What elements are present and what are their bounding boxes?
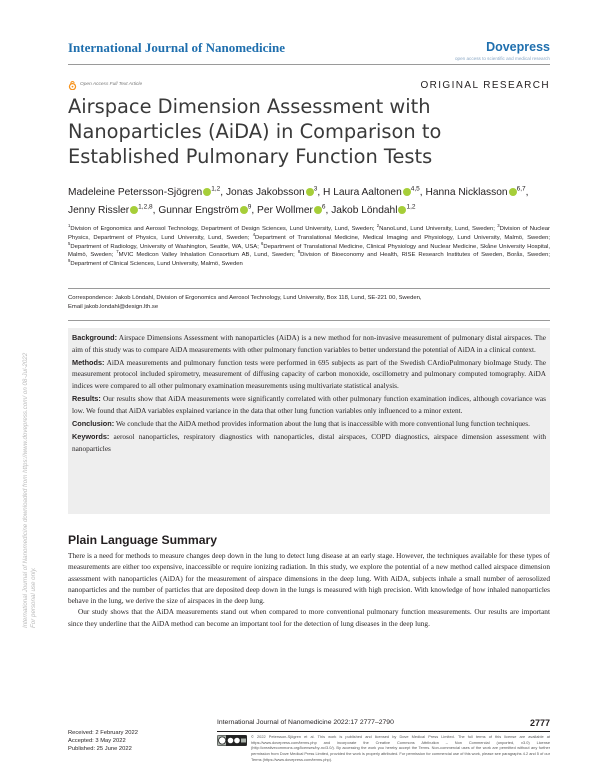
affiliation-number: 3: [497, 223, 500, 229]
correspondence-rule: [68, 320, 550, 321]
received-date: Received: 2 February 2022: [68, 730, 138, 736]
article-type: ORIGINAL RESEARCH: [420, 80, 550, 91]
author-name: Hanna Nicklasson: [425, 187, 508, 198]
accepted-date: Accepted: 3 May 2022: [68, 737, 126, 744]
affiliation-number: 4: [252, 231, 256, 237]
affiliation: Division of Bioeconomy and Health, RISE Research Institutes of Sweden, Borås, Sweden;: [300, 252, 551, 259]
title-line: Nanoparticles (AiDA) in Comparison to: [68, 120, 442, 143]
affiliations: [68, 225, 550, 269]
author-name: Jenny Rissler: [68, 204, 130, 216]
separator: ,: [251, 204, 255, 216]
orcid-icon[interactable]: [130, 206, 138, 214]
affiliation-ref: 6,7: [516, 185, 526, 193]
open-access-icon: [68, 81, 77, 90]
author: [226, 187, 320, 198]
separator: ,: [152, 204, 156, 216]
abstract-background: [72, 332, 546, 355]
abstract-text: aerosol nanoparticles, respiratory diagnostics with nanoparticles, distal airspaces, COPD diagnostics, airspace dimension assessment with nanoparticles: [72, 432, 546, 453]
license-text: © 2022 Petersson-Sjögren et al. This work is published and licensed by Dove Medical Press Limited. The full terms of this license are available at https://www.dovepress.com/terms.php and incorporate the Creative Commons Attribution – Non Commercial (unported, v3.0) License (http://creativecommons.org/licenses/by-nc/3.0/). By accessing the work you hereby accept the Terms. Non-commercial uses of the work are permitted without any further permission from Dove Medical Press Limited, provided the work is properly attributed. For permission for commercial use of this work, please see paragraphs 4.2 and 5 of our Terms (https://www.dovepress.com/terms.php).: [251, 734, 550, 762]
publisher-logo[interactable]: Dovepress: [486, 40, 550, 54]
author: [158, 205, 254, 216]
affiliation-number: 8: [297, 249, 301, 255]
affiliation-number: 5: [68, 240, 71, 246]
open-access-label: Open Access Full Text Article: [80, 82, 143, 87]
orcid-icon[interactable]: [403, 188, 411, 196]
header-rule: [68, 64, 550, 65]
correspondence: [68, 294, 550, 312]
affiliation: Division of Nuclear Physics, Department of Physics, Lund University, Lund, Sweden;: [68, 226, 551, 241]
abstract-conclusion: [72, 418, 546, 430]
abstract-label: Results:: [72, 394, 101, 404]
affiliation: MVIC Medicon Valley Inhalation Consortium AB, Lund, Sweden;: [118, 252, 295, 259]
abstract-text: AiDA measurements and pulmonary function tests were performed in 695 subjects as part of the Swedish CArdioPulmonary bioImage Study. The measurement protocol included spirometry, measurement of diffusing capacity of carbon monoxide, oscillometry and pulmonary computed tomography. AiDA indices were compared to all other pulmonary examination measurements using multivariate statistical analysis.: [72, 357, 546, 390]
affiliation-number: 6: [261, 240, 264, 246]
author-name: H Laura Aaltonen: [323, 187, 402, 198]
abstract-text: Our results show that AiDA measurements were significantly correlated with other pulmonary function examination indices, although covariance was low. We found that AiDA variables explained variance in the data that other lung function variables only influenced to a minor extent.: [72, 394, 546, 415]
affiliation-ref: 4,5: [410, 185, 420, 193]
correspondence-email[interactable]: Email jakob.londahl@design.lth.se: [68, 303, 159, 310]
author: [425, 187, 528, 198]
paragraph: There is a need for methods to measure changes deep down in the lung to detect lung disease at an early stage. However, the techniques available for these types of measurements are either too expensive, inaccessible or require ionizing radiation. In this study, we explore the potential of a new method called airspace dimension assessment with nanoparticles (AiDA) for the measurement of airspace dimensions in the deep lung. With AiDA, subjects inhale a small number of aerosolized nanoparticles and the number of particles that are deposited deep down in the lungs is measured with high precision. With knowledge of how inhaled nanoparticles behave in the lung, we derive the size of airspaces in the deep lung.: [68, 551, 550, 606]
affiliation-ref: 9: [247, 203, 252, 211]
orcid-icon[interactable]: [240, 206, 248, 214]
author-name: Jonas Jakobsson: [225, 187, 305, 198]
download-note-line: For personal use only.: [30, 567, 37, 628]
affiliation: Department of Radiology, University of Washington, Seattle, WA, USA;: [70, 243, 259, 250]
affiliation: Department of Translational Medicine, Clinical Physiology and Nuclear Medicine, Skåne University Hospital, Malmö, Sweden;: [68, 243, 550, 259]
orcid-icon[interactable]: [306, 188, 314, 196]
journal-name[interactable]: International Journal of Nanomedicine: [68, 40, 286, 55]
footer-rule: [217, 731, 550, 732]
author-name: Jakob Löndahl: [331, 204, 398, 216]
author: [323, 187, 423, 198]
affiliation-rule: [68, 288, 550, 289]
published-date: Published: 25 June 2022: [68, 745, 132, 752]
author-name: Per Wollmer: [257, 204, 313, 216]
abstract-results: [72, 393, 546, 416]
orcid-icon[interactable]: [509, 188, 517, 196]
affiliation-number: 1: [68, 223, 71, 229]
affiliation: Department of Translational Medicine, Medical Imaging and Physiology, Lund University, Malmö, Sweden;: [255, 234, 551, 241]
separator: ,: [220, 187, 224, 198]
download-note: [22, 168, 38, 628]
footer-citation[interactable]: International Journal of Nanomedicine 2022:17 2777–2790: [217, 719, 394, 726]
abstract-label: Conclusion:: [72, 418, 115, 428]
title-line: Established Pulmonary Function Tests: [68, 145, 433, 168]
affiliation-ref: 3: [313, 185, 318, 193]
abstract-label: Keywords:: [72, 432, 110, 442]
affiliation-number: 7: [116, 249, 119, 255]
affiliation-ref: 1,2,8: [138, 203, 153, 211]
affiliation: NanoLund, Lund University, Lund, Sweden;: [379, 226, 495, 232]
paragraph: Our study shows that the AiDA measurements stand out when compared to more conventional pulmonary function measurements. Our results are important since they underline that the AiDA method can become an important tool for the detection of lung diseases in the deep lung.: [68, 607, 550, 628]
page-number: 2777: [529, 718, 550, 728]
author-list: [68, 184, 550, 219]
author: [257, 205, 328, 216]
creative-commons-badge-icon[interactable]: [217, 735, 247, 746]
affiliation-ref: 6: [321, 203, 326, 211]
separator: ,: [525, 187, 529, 198]
abstract-text: We conclude that the AiDA method provides information about the lung that is inaccessible with more conventional lung function techniques.: [115, 418, 530, 428]
author: [331, 205, 415, 216]
abstract-text: Airspace Dimensions Assessment with nanoparticles (AiDA) is a new method for non-invasive measurement of pulmonary distal airspaces. The aim of this study was to compare AiDA measurements with other pulmonary function variables to better understand the potential of AiDA in a clinical context.: [72, 333, 546, 354]
plain-language-heading: Plain Language Summary: [68, 533, 217, 547]
author-name: Gunnar Engström: [158, 204, 239, 216]
abstract-keywords: [72, 431, 546, 454]
affiliation-number: 9: [68, 258, 71, 264]
publication-dates: [68, 730, 138, 753]
separator: ,: [325, 204, 329, 216]
author: [68, 205, 155, 216]
affiliation: Department of Clinical Sciences, Lund University, Malmö, Sweden: [70, 261, 243, 268]
author: [68, 187, 223, 198]
abstract-label: Background:: [72, 333, 117, 342]
publisher-tagline: open access to scientific and medical research: [455, 56, 550, 61]
affiliation-number: 2: [376, 223, 380, 229]
separator: ,: [317, 187, 321, 198]
plain-language-summary: [68, 550, 550, 629]
abstract-label: Methods:: [72, 357, 105, 367]
abstract-methods: [72, 357, 546, 392]
article-title: [68, 94, 548, 169]
affiliation: Division of Ergonomics and Aerosol Technology, Department of Design Sciences, Lund University, Lund, Sweden;: [70, 226, 375, 232]
author-name: Madeleine Petersson-Sjögren: [68, 187, 203, 198]
orcid-icon[interactable]: [314, 206, 322, 214]
affiliation-ref: 1,2: [211, 185, 221, 193]
separator: ,: [419, 187, 423, 198]
download-note-line: International Journal of Nanomedicine downloaded from https://www.dovepress.com/ on 08-Jul-2022: [22, 352, 29, 628]
abstract-box: [68, 328, 550, 514]
correspondence-address: Correspondence: Jakob Löndahl, Division of Ergonomics and Aerosol Technology, Lund University, Box 118, Lund, SE-221 00, Sweden,: [68, 295, 422, 301]
affiliation-ref: 1,2: [406, 203, 416, 211]
title-line: Airspace Dimension Assessment with: [68, 95, 431, 118]
